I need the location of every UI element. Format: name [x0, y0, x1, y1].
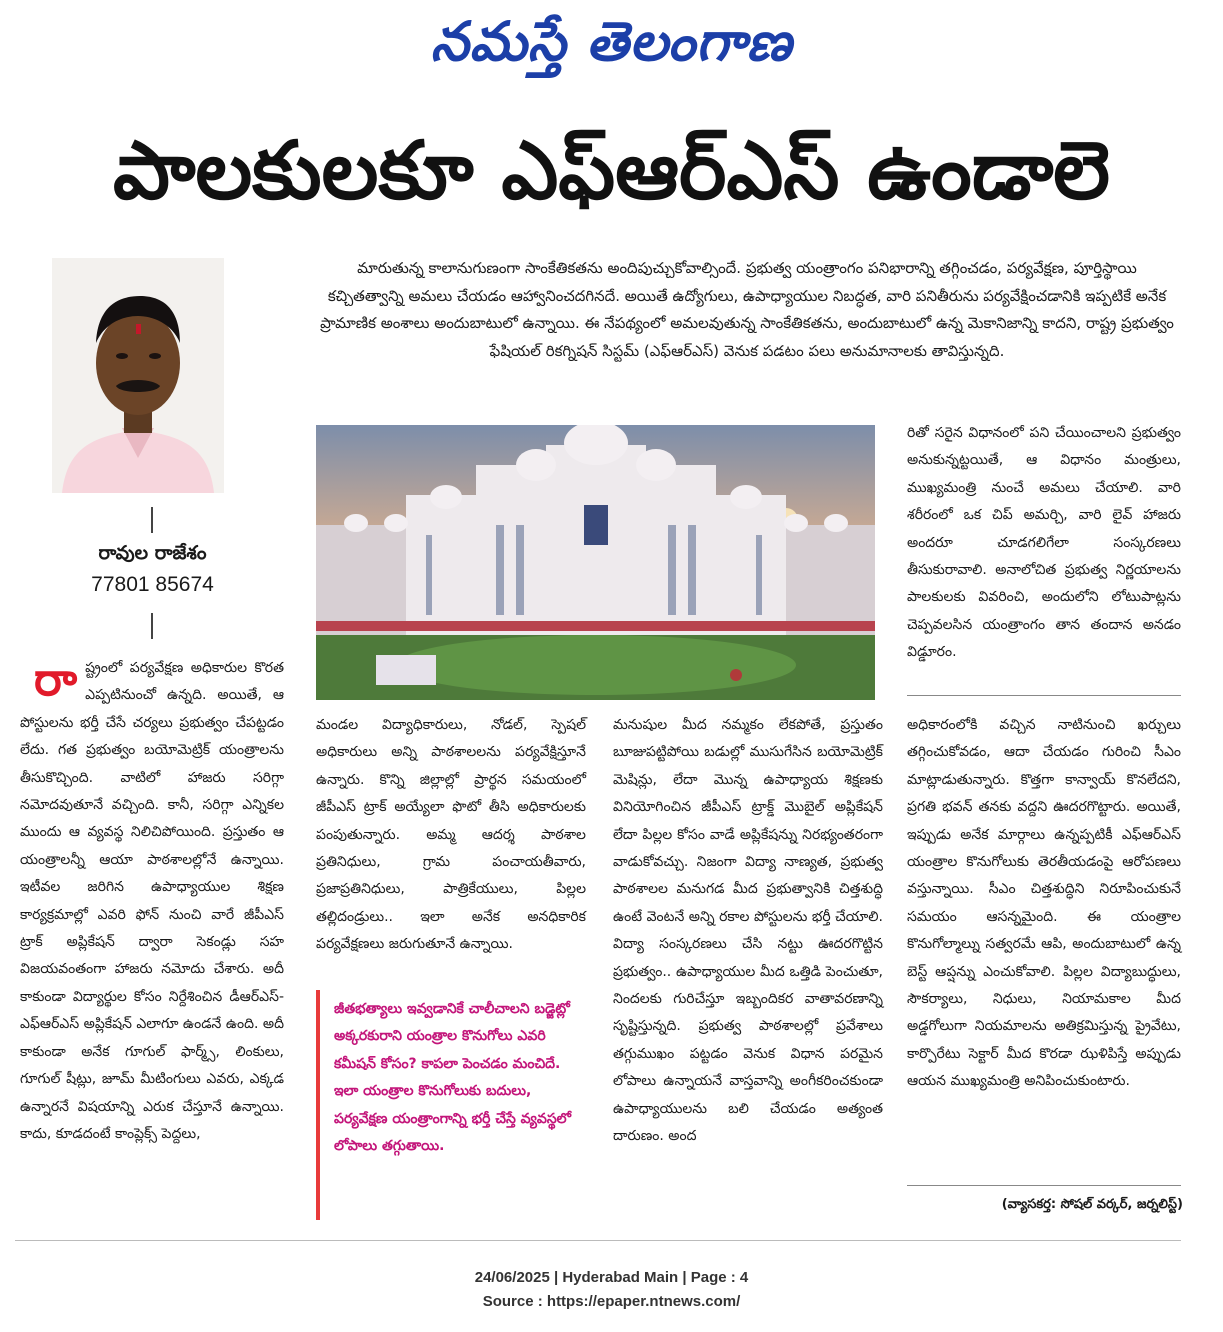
secretariat-illustration — [316, 425, 875, 700]
divider-line — [151, 507, 153, 533]
article-headline: పాలకులకూ ఎఫ్ఆర్ఎస్ ఉండాలె — [112, 124, 1111, 217]
article-column-2: మండల విద్యాధికారులు, నోడల్, స్పెషల్ అధికారులు అన్ని పాఠశాలలను పర్యవేక్షిస్తూనే ఉన్నారు. కొన్ని జిల్లాల్లో ప్రార్థన సమయంలో జీపీఎస్ ట్రాక్ అయ్యేలా ఫొటో తీసి అధికారులకు పంపుతున్నారు. అమ్మ ఆదర్శ పాఠశాల ప్రతినిధులు, గ్రామ పంచాయతీవారు, ప్రజాప్రతినిధులు, పాత్రికేయులు, పిల్లల తల్లిదండ్రులు.. ఇలా అనేక అనధికారిక పర్యవేక్షణలు జరుగుతూనే ఉన్నాయి. — [316, 717, 586, 953]
article-intro: మారుతున్న కాలానుగుణంగా సాంకేతికతను అందిపుచ్చుకోవాల్సిందే. ప్రభుత్వ యంత్రాంగం పనిభారాన్ని తగ్గించడం, పర్యవేక్షణ, పూర్తిస్థాయి కచ్చితత్వాన్ని అమలు చేయడం ఆహ్వానించదగినదే. అయితే ఉద్యోగులు, ఉపాధ్యాయుల నిబద్ధత, వారి పనితీరును పర్యవేక్షించడానికి ఇప్పటికే అనేక ప్రామాణిక అంశాలు అందుబాటులో ఉన్నాయి. ఈ నేపథ్యంలో అమలవుతున్న సాంకేతికతను, అందుబాటులో ఉన్న మెకానిజాన్ని కాదని, రాష్ట్ర ప్రభుత్వం ఫేషియల్ రికగ్నిషన్ సిస్టమ్ (ఎఫ్ఆర్ఎస్) వెనుక పడటం పలు అనుమానాలకు తావిస్తున్నది. — [320, 259, 1174, 360]
source-link[interactable]: Source : https://epaper.ntnews.com/ — [482, 1293, 741, 1310]
newspaper-masthead: నమస్తే తెలంగాణ — [430, 9, 793, 73]
pullquote-text: జీతభత్యాలు ఇవ్వడానికే చాలీచాలని బడ్జెట్లో అక్కరకురాని యంత్రాల కొనుగోలు ఎవరి కమీషన్ కోసం? కాపలా పెంచడం మంచిదే. ఇలా యంత్రాల కొనుగోలుకు బదులు, పర్యవేక్షణ యంత్రాంగాన్ని భర్తీ చేస్తే వ్యవస్థలో లోపాలు తగ్గుతాయి. — [334, 1001, 572, 1155]
article-column-4-top: రితో సరైన విధానంలో పని చేయించాలని ప్రభుత్వం అనుకున్నట్టయితే, ఆ విధానం మంత్రులు, ముఖ్యమంత్రి నుంచే అమలు చేయాలి. వారి శరీరంలో ఒక చిప్ అమర్చి, వారి లైవ్ హాజరు అందరూ చూడగలిగేలా సంస్కరణలు తీసుకురావాలి. అనాలోచిత ప్రభుత్వ నిర్ణయాలను పాలకులకు వివరించి, అందులోని లోటుపాట్లను చెప్పవలసిన యంత్రాంగం తాన తందాన అనడం విడ్డూరం. — [907, 425, 1181, 661]
article-column-4-bottom: అధికారంలోకి వచ్చిన నాటినుంచి ఖర్చులు తగ్గించుకోవడం, ఆదా చేయడం గురించి సీఎం మాట్లాడుతున్నారు. కొత్తగా కాన్వాయ్ కొనలేదని, ప్రగతి భవన్ తనకు వద్దని ఊదరగొట్టారు. అయితే, ఇప్పుడు అనేక మార్గాలు ఉన్నప్పటికీ ఎఫ్ఆర్ఎస్ యంత్రాల కొనుగోలుకు తెరతీయడంపై ఆరోపణలు వస్తున్నాయి. సీఎం చిత్తశుద్ధిని నిరూపించుకునే సమయం ఆసన్నమైంది. ఈ యంత్రాల కొనుగోల్మాల్ను సత్వరమే ఆపి, అందుబాటులో ఉన్న బెస్ట్ ఆప్షన్ను ఎంచుకోవాలి. పిల్లల విద్యాబుద్ధులు, సౌకర్యాలు, నిధులు, నియామకాల మీద అడ్డగోలుగా నియమాలను అతిక్రమిస్తున్న ప్రైవేటు, కార్పొరేటు సెక్టార్ మీద కొరడా ఝళిపిస్తే అప్పుడు ఆయన ముఖ్యమంత్రి అనిపించుకుంటారు. — [907, 717, 1181, 1090]
column-1-text: ష్ట్రంలో పర్యవేక్షణ అధికారుల కొరత ఎప్పటినుంచో ఉన్నది. అయితే, ఆ పోస్టులను భర్తీ చేసే చర్యలు ప్రభుత్వం చేపట్టడం లేదు. గత ప్రభుత్వం బయోమెట్రిక్ యంత్రాలను తీసుకొచ్చింది. వాటిలో హాజరు సరిగ్గా నమోదవుతూనే వచ్చింది. కానీ, సరిగ్గా ఎన్నికల ముందు ఆ వ్యవస్థ నిలిచిపోయింది. ప్రస్తుతం ఆ యంత్రాలన్నీ ఆయా పాఠశాలల్లోనే ఉన్నాయి. ఇటీవల జరిగిన ఉపాధ్యాయుల శిక్షణ కార్యక్రమాల్లో ఎవరి ఫోన్ నుంచి వారే జీపీఎస్ ట్రాక్ అప్లికేషన్ ద్వారా సెకండ్లు సహ విజయవంతంగా హాజరు నమోదు చేశారు. అదీ కాకుండా విద్యార్థుల కోసం నిర్దేశించిన డీఆర్ఎస్-ఎఫ్ఆర్ఎస్ అప్లికేషన్ ఎలాగూ ఉండనే ఉంది. అదీ కాకుండా అనేక గూగుల్ ఫార్మ్స్, లింకులు, గూగుల్ షీట్లు, జూమ్ మీటింగులు ఎవరు, ఎక్కడ ఉన్నారనే విషయాన్ని ఎరుక చేస్తూనే ఉన్నాయి. కాదు, కూడదంటే కాంప్లెక్స్ పెద్దలు, — [20, 660, 284, 1142]
author-portrait — [52, 258, 224, 493]
drop-cap: రా — [34, 652, 78, 706]
author-phone: 77801 85674 — [91, 573, 214, 596]
divider-line — [151, 613, 153, 639]
author-byline: (వ్యాసకర్త: సోషల్ వర్కర్, జర్నలిస్ట్) — [1001, 1197, 1183, 1212]
author-name: రావుల రాజేశం — [98, 542, 207, 564]
column-divider — [907, 695, 1181, 696]
page-bottom-rule — [15, 1240, 1181, 1241]
secretariat-photo — [316, 425, 875, 700]
author-portrait-illustration — [52, 258, 224, 493]
article-column-3: మనుషుల మీద నమ్మకం లేకపోతే, ప్రస్తుతం బూజుపట్టిపోయి బడుల్లో ముసుగేసిన బయోమెట్రిక్ మెషిన్లు, లేదా మొన్న ఉపాధ్యాయ శిక్షణకు వినియోగించిన జీపీఎస్ ట్రాక్డ్ మొబైల్ అప్లికేషన్ లేదా పిల్లల కోసం వాడే అప్లికేషన్ను నిరభ్యంతరంగా వాడుకోవచ్చు. నిజంగా విద్యా నాణ్యత, ప్రభుత్వ పాఠశాలల మనుగడ మీద ప్రభుత్వానికి చిత్తశుద్ధి ఉంటే వెంటనే అన్ని రకాల పోస్టులను భర్తీ చేయాలి. విద్యా సంస్కరణలు చేసి నట్టు ఊదరగొట్టిన ప్రభుత్వం.. ఉపాధ్యాయుల మీద ఒత్తిడి పెంచుతూ, నిందలకు గురిచేస్తూ ఇబ్బందికర వాతావరణాన్ని సృష్టిస్తున్నది. ప్రభుత్వ పాఠశాలల్లో ప్రవేశాలు తగ్గుముఖం పట్టడం వెనుక విధాన పరమైన లోపాలు ఉన్నాయనే వాస్తవాన్ని అంగీకరించకుండా ఉపాధ్యాయులను బలి చేయడం అత్యంత దారుణం. అంద — [613, 717, 883, 1145]
article-column-1 — [20, 652, 284, 1148]
byline-divider — [907, 1185, 1181, 1186]
edition-info: 24/06/2025 | Hyderabad Main | Page : 4 — [474, 1269, 749, 1286]
